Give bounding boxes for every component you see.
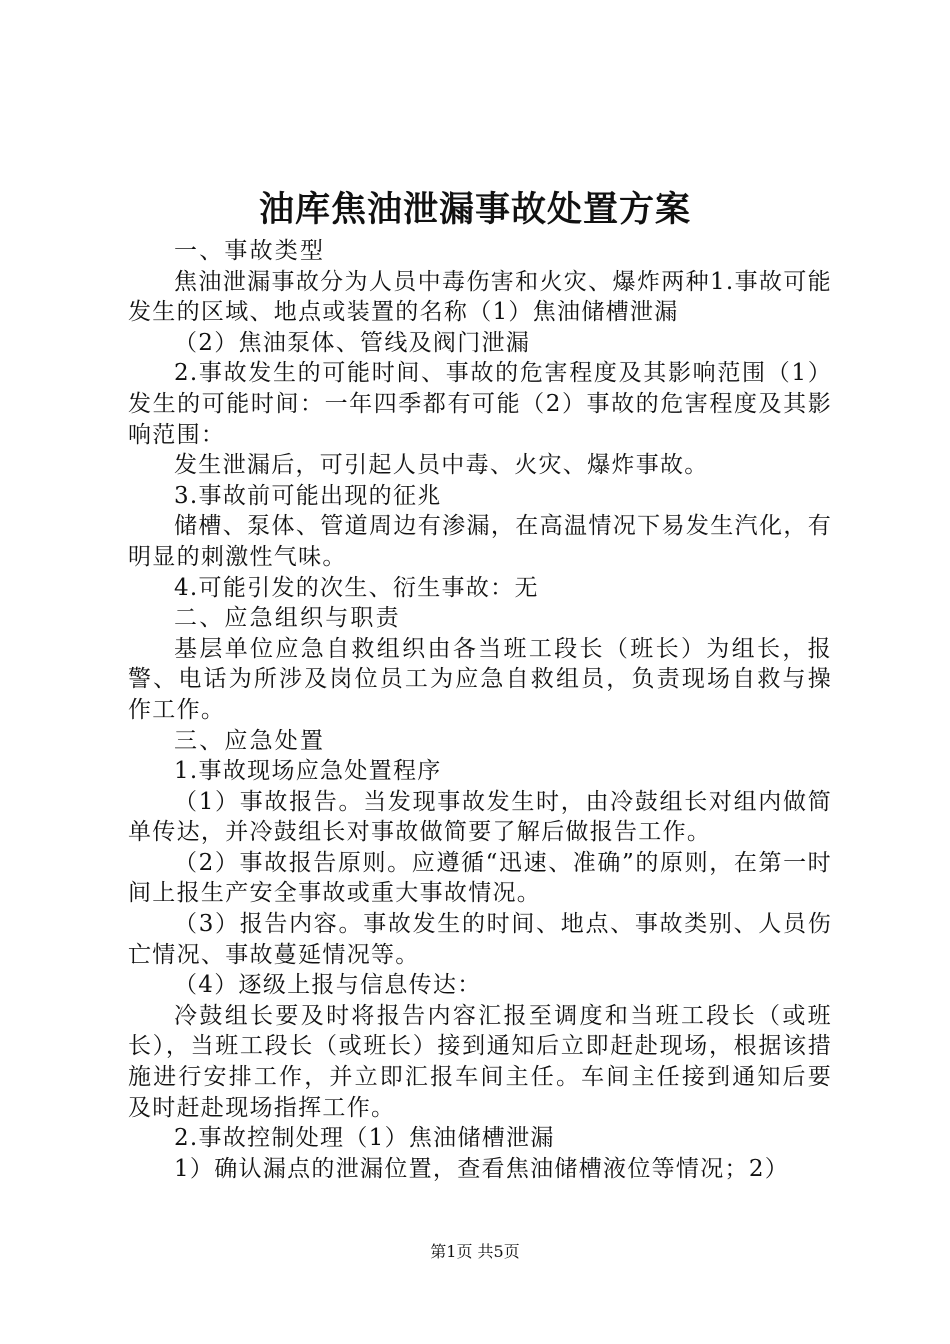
paragraph: 3.事故前可能出现的征兆 bbox=[174, 482, 442, 509]
paragraph: （2）焦油泵体、管线及阀门泄漏 bbox=[174, 329, 531, 356]
paragraph: 基层单位应急自救组织由各当班工段长（班长）为组长，报警、电话为所涉及岗位员工为应急自救组员，负责现场自救与操作工作。 bbox=[128, 635, 832, 723]
paragraph: 冷鼓组长要及时将报告内容汇报至调度和当班工段长（或班长），当班工段长（或班长）接到通知后立即赶赴现场，根据该措施进行安排工作，并立即汇报车间主任。车间主任接到通知后要及时赶赴现场指挥工作。 bbox=[128, 1002, 832, 1121]
paragraph: 2.事故控制处理（1）焦油储槽泄漏 bbox=[174, 1125, 555, 1152]
paragraph: 4.可能引发的次生、衍生事故：无 bbox=[174, 574, 539, 601]
paragraph: 1.事故现场应急处置程序 bbox=[174, 758, 442, 785]
paragraph: 发生泄漏后，可引起人员中毒、火灾、爆炸事故。 bbox=[174, 452, 709, 479]
paragraph: （3）报告内容。事故发生的时间、地点、事故类别、人员伤亡情况、事故蔓延情况等。 bbox=[128, 911, 832, 968]
paragraph: （1）事故报告。当发现事故发生时，由冷鼓组长对组内做简单传达，并冷鼓组长对事故做简要了解后做报告工作。 bbox=[128, 788, 832, 846]
paragraph: （2）事故报告原则。应遵循“迅速、准确”的原则，在第一时间上报生产安全事故或重大事故情况。 bbox=[128, 849, 832, 907]
document-title: 油库焦油泄漏事故处置方案 bbox=[258, 189, 691, 230]
paragraph: 储槽、泵体、管道周边有渗漏，在高温情况下易发生汽化，有明显的刺激性气味。 bbox=[128, 513, 832, 570]
section-heading-accident-types: 一、事故类型 bbox=[174, 238, 326, 264]
section-heading-emergency-response: 三、应急处置 bbox=[174, 727, 326, 754]
page-footer: 第1页 共5页 bbox=[430, 1242, 520, 1261]
paragraph: 焦油泄漏事故分为人员中毒伤害和火灾、爆炸两种1.事故可能发生的区域、地点或装置的名称（1）焦油储槽泄漏 bbox=[128, 268, 832, 326]
paragraph: （4）逐级上报与信息传达： bbox=[174, 972, 482, 999]
section-heading-organization: 二、应急组织与职责 bbox=[174, 605, 401, 632]
paragraph: 1）确认漏点的泄漏位置，查看焦油储槽液位等情况；2） bbox=[174, 1155, 790, 1182]
document-body bbox=[128, 236, 832, 1184]
paragraph: 2.事故发生的可能时间、事故的危害程度及其影响范围（1）发生的可能时间：一年四季都有可能（2）事故的危害程度及其影响范围： bbox=[128, 360, 832, 448]
